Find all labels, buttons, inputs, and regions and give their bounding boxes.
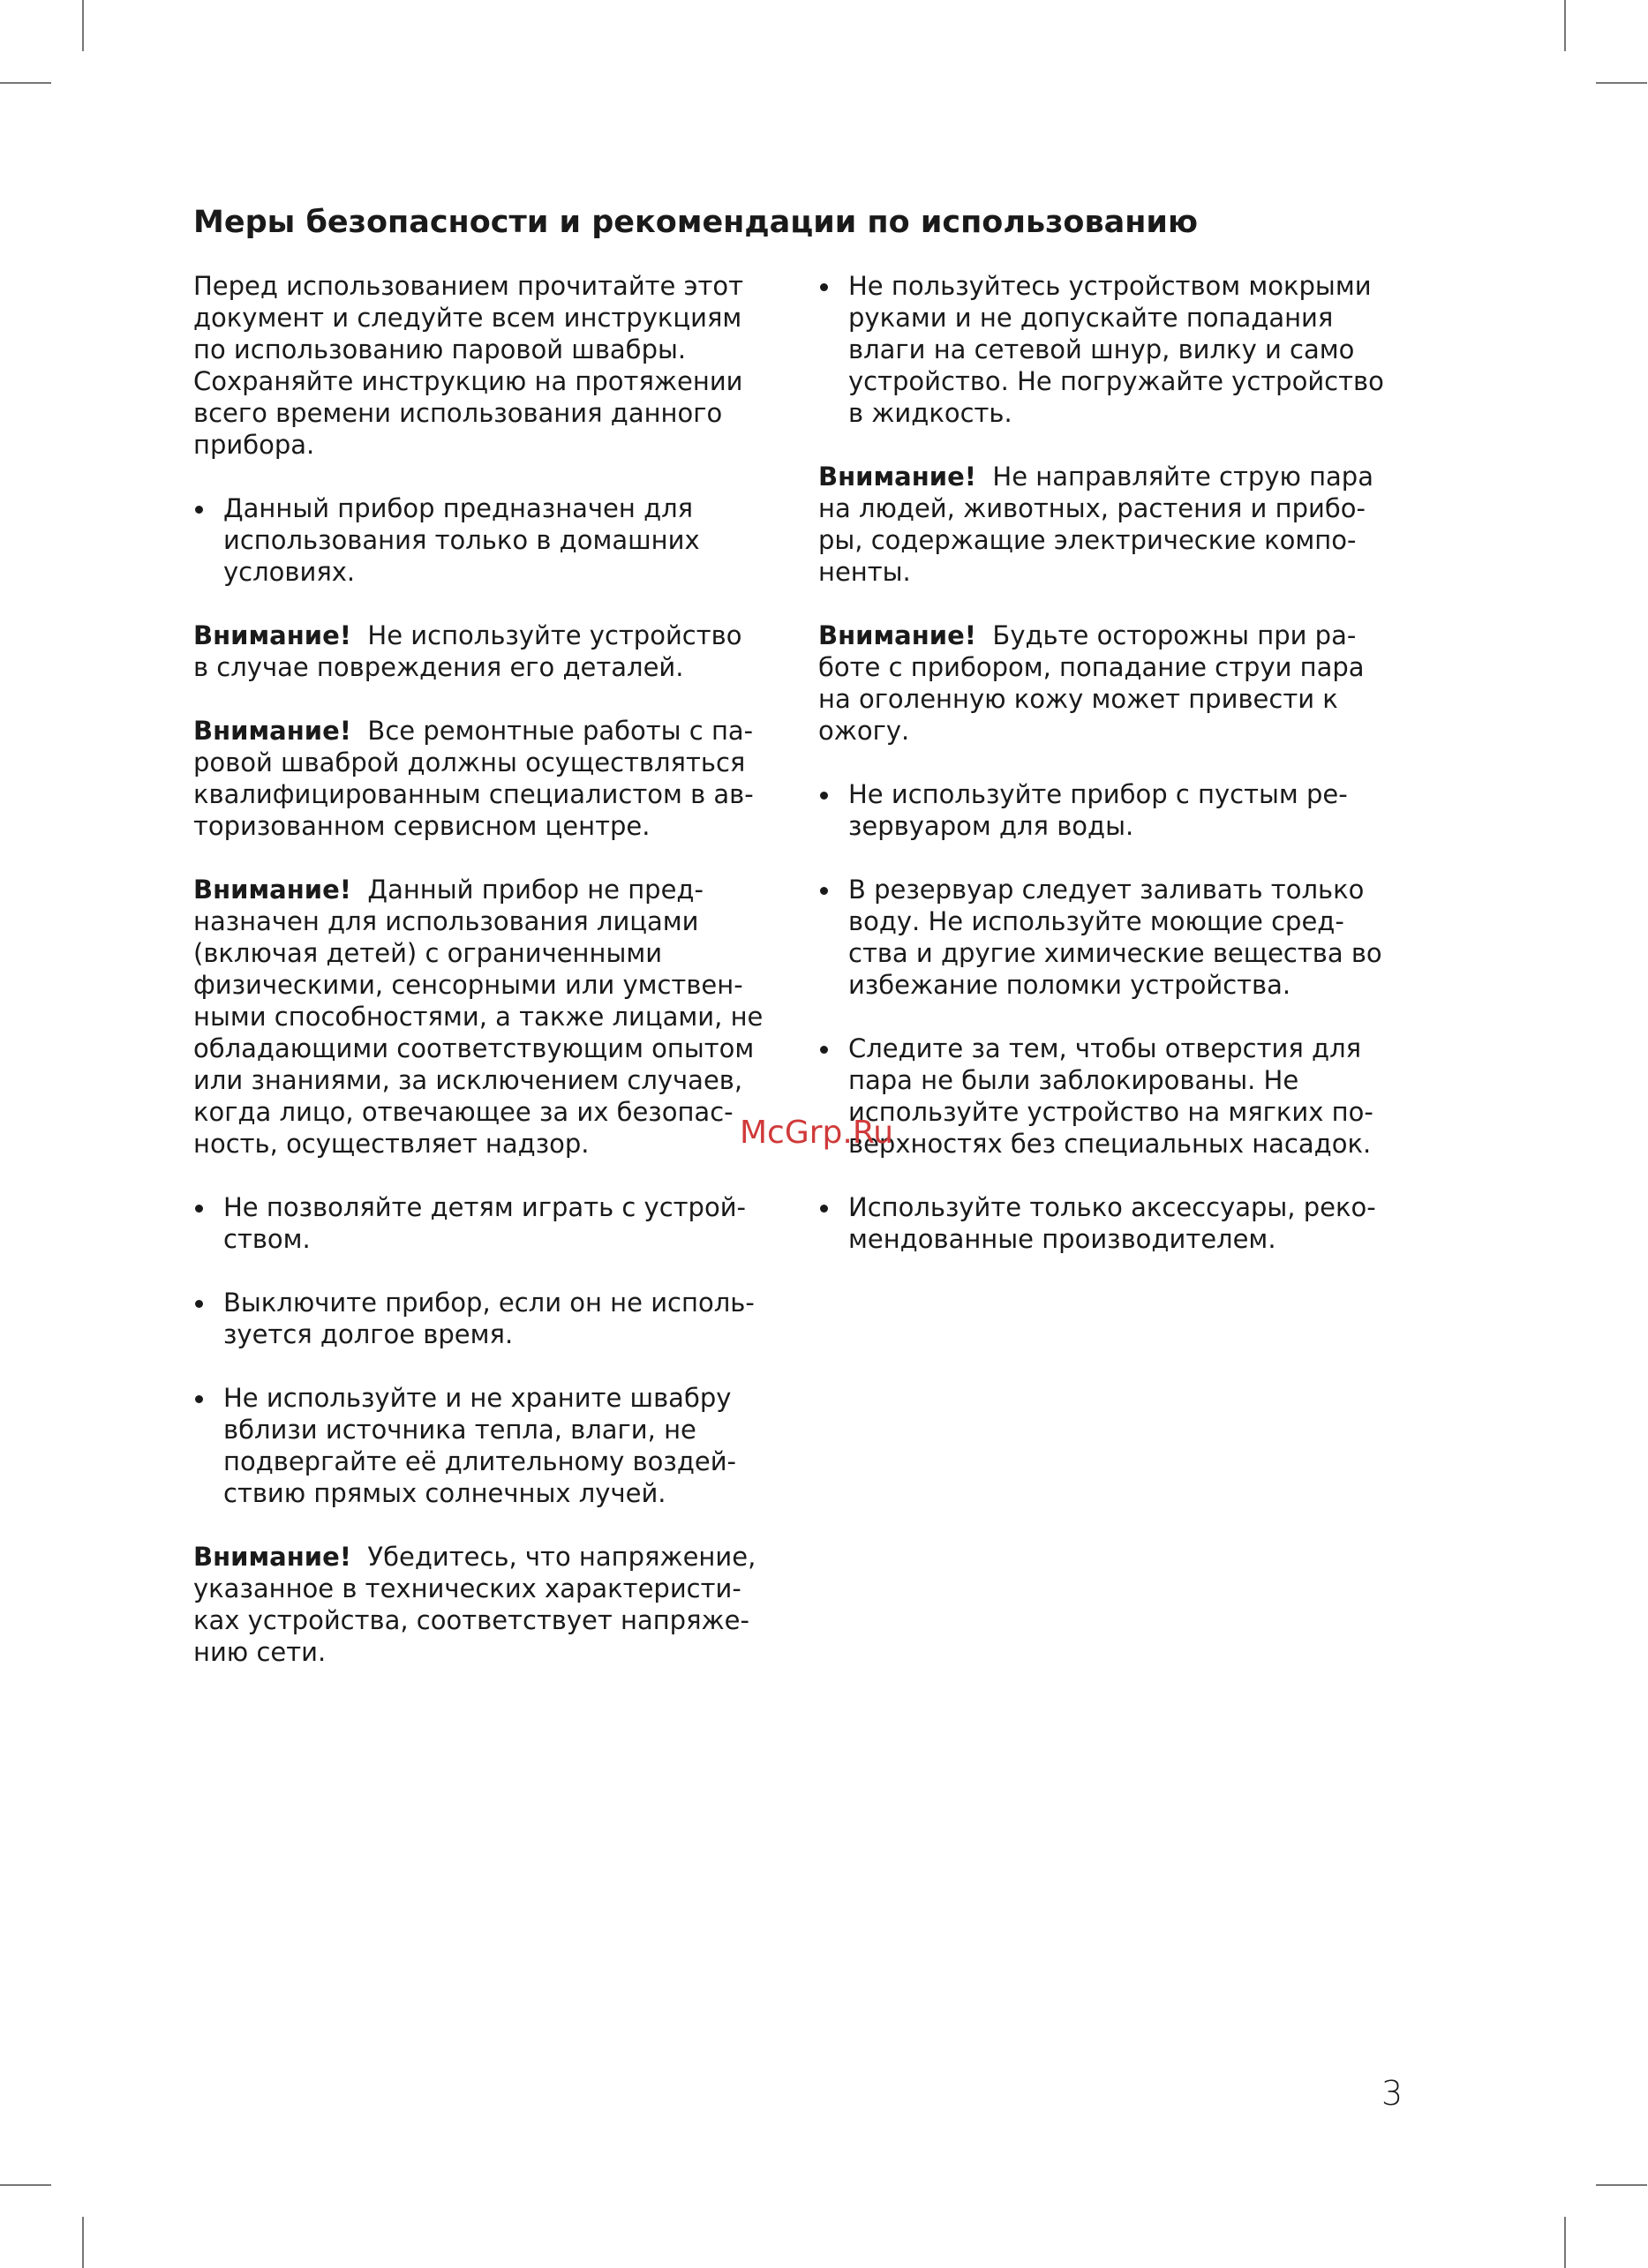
warning-paragraph [818, 620, 1418, 747]
warning-text: Убедитесь, что напряжение, указанное в технических характеристи- ках устройства, соответствует напряже- нию сети. [193, 1542, 756, 1667]
bullet-item: Не используйте и не храните швабру вблизи источника тепла, влаги, не подвергайте её длительному воздей- ствию прямых солнечных лучей. [193, 1382, 794, 1509]
crop-mark-top-right [1564, 0, 1566, 51]
bullet-item: В резервуар следует заливать только воду. Не используйте моющие сред- ства и другие химические вещества во избежание поломки устройства. [818, 874, 1418, 1001]
warning-text: Будьте осторожны при ра- боте с прибором, попадание струи пара на оголенную кожу может привести к ожогу. [818, 620, 1365, 746]
warning-text: Данный прибор не пред- назначен для использования лицами (включая детей) с ограниченными физическими, сенсорными или умствен- ными способностями, а также лицами, не обладающими соответствующим опытом или знаниями, за исключением случаев, когда лицо, отвечающее за их безопас- ность, осуществляет надзор. [193, 875, 764, 1159]
warning-paragraph [818, 461, 1418, 588]
warning-label: Внимание! [193, 875, 351, 905]
bullet-item: Используйте только аксессуары, реко- мендованные производителем. [818, 1191, 1418, 1255]
warning-label: Внимание! [193, 716, 351, 746]
warning-label: Внимание! [193, 620, 351, 650]
crop-mark-top-left-h [0, 82, 51, 84]
left-column [193, 270, 794, 1700]
warning-text: Не направляйте струю пара на людей, животных, растения и прибо- ры, содержащие электрические компо- ненты. [818, 462, 1373, 587]
watermark: McGrp.Ru [740, 1115, 894, 1151]
warning-paragraph [193, 1541, 794, 1668]
right-column [818, 270, 1418, 1287]
bullet-item: Выключите прибор, если он не исполь- зуется долгое время. [193, 1287, 794, 1350]
warning-label: Внимание! [818, 462, 976, 492]
bullet-item: Данный прибор предназначен для использования только в домашних условиях. [193, 492, 794, 588]
crop-mark-top-right-h [1596, 82, 1647, 84]
warning-text: Не используйте устройство в случае повреждения его деталей. [193, 620, 742, 682]
warning-label: Внимание! [193, 1542, 351, 1572]
warning-paragraph [193, 620, 794, 683]
bullet-item: Не используйте прибор с пустым ре- зервуаром для воды. [818, 778, 1418, 842]
bullet-item: Следите за тем, чтобы отверстия для пара не были заблокированы. Не используйте устройство на мягких по- верхностях без специальных насадок. [818, 1033, 1418, 1160]
intro-paragraph: Перед использованием прочитайте этот документ и следуйте всем инструкциям по использованию паровой швабры. Сохраняйте инструкцию на протяжении всего времени использования данного прибора. [193, 271, 744, 460]
page-number: 3 [1381, 2074, 1403, 2113]
warning-text: Все ремонтные работы с па- ровой шваброй должны осуществляться квалифицированным специалистом в ав- торизованном сервисном центре. [193, 716, 754, 841]
warning-label: Внимание! [818, 620, 976, 650]
crop-mark-bottom-left-h [0, 2184, 51, 2186]
crop-mark-bottom-left [82, 2217, 84, 2268]
bullet-item: Не позволяйте детям играть с устрой- ством. [193, 1191, 794, 1255]
page-title: Меры безопасности и рекомендации по использованию [193, 205, 1198, 240]
warning-paragraph [193, 874, 794, 1160]
crop-mark-bottom-right [1564, 2217, 1566, 2268]
crop-mark-top-left [82, 0, 84, 51]
crop-mark-bottom-right-h [1596, 2184, 1647, 2186]
bullet-item: Не пользуйтесь устройством мокрыми руками и не допускайте попадания влаги на сетевой шнур, вилку и само устройство. Не погружайте устройство в жидкость. [818, 270, 1418, 429]
warning-paragraph [193, 715, 794, 842]
